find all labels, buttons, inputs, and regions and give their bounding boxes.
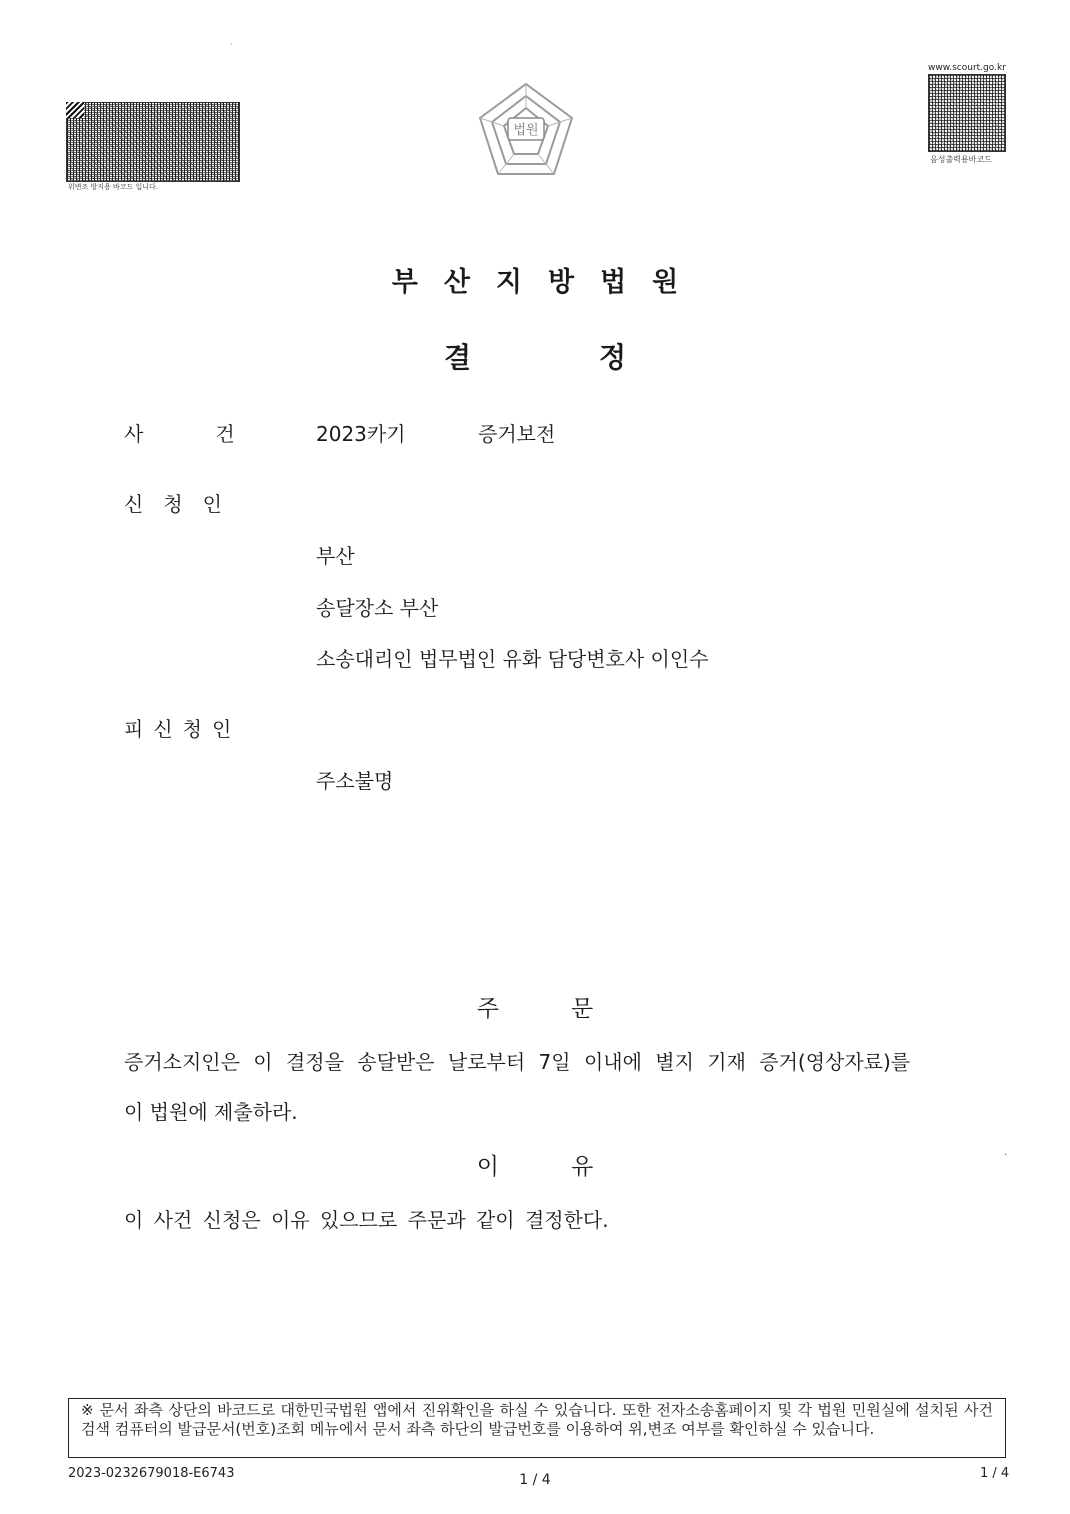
applicant-agent: 소송대리인 법무법인 유화 담당변호사 이인수 — [316, 647, 709, 671]
order-text-line1: 증거소지인은 이 결정을 송달받은 날로부터 7일 이내에 별지 기재 증거(영상자료)를 — [124, 1050, 911, 1074]
voice-output-barcode-note: 음성출력용바코드 — [930, 155, 992, 164]
voice-output-barcode — [928, 74, 1006, 152]
page-number-center: 1 / 4 — [519, 1472, 551, 1488]
respondent-address: 주소불명 — [316, 769, 394, 793]
reason-text-line1: 이 사건 신청은 이유 있으므로 주문과 같이 결정한다. — [124, 1208, 609, 1232]
applicant-service-place: 송달장소 부산 — [316, 596, 439, 620]
case-type: 증거보전 — [478, 422, 556, 446]
case-label: 사건 — [124, 422, 307, 446]
case-number: 2023카기 — [316, 422, 406, 446]
reason-heading: 이유 — [476, 1154, 666, 1180]
scan-speck: · — [1004, 1150, 1008, 1161]
issue-number: 2023-0232679018-E6743 — [68, 1466, 235, 1481]
barcode-corner-mark — [66, 102, 84, 118]
applicant-address: 부산 — [316, 544, 355, 568]
site-url: www.scourt.go.kr — [928, 63, 1006, 73]
verification-notice: ※ 문서 좌측 상단의 바코드로 대한민국법원 앱에서 진위확인을 하실 수 있습니다. 또한 전자소송홈페이지 및 각 법원 민원실에 설치된 사건검색 컴퓨터의 발급문서(번호)조회 메뉴에서 문서 좌측 하단의 발급번호를 이용하여 위,변조 여부를 확인하실 수 있습니다. — [68, 1398, 1006, 1458]
order-heading: 주문 — [476, 996, 666, 1022]
applicant-label: 신청인 — [124, 492, 242, 516]
respondent-label: 피신청인 — [124, 717, 242, 741]
page-number-right: 1 / 4 — [980, 1466, 1010, 1481]
scan-speck: · — [230, 40, 233, 49]
court-emblem-icon — [474, 80, 578, 180]
document-title: 결정 — [443, 341, 755, 374]
court-name: 부산지방법원 — [391, 267, 705, 298]
anti-forgery-barcode — [66, 102, 240, 182]
order-text-line2: 이 법원에 제출하라. — [124, 1100, 298, 1124]
emblem-text: 법원 — [513, 123, 539, 138]
anti-forgery-barcode-note: 위변조 방지용 바코드 입니다. — [68, 183, 159, 191]
